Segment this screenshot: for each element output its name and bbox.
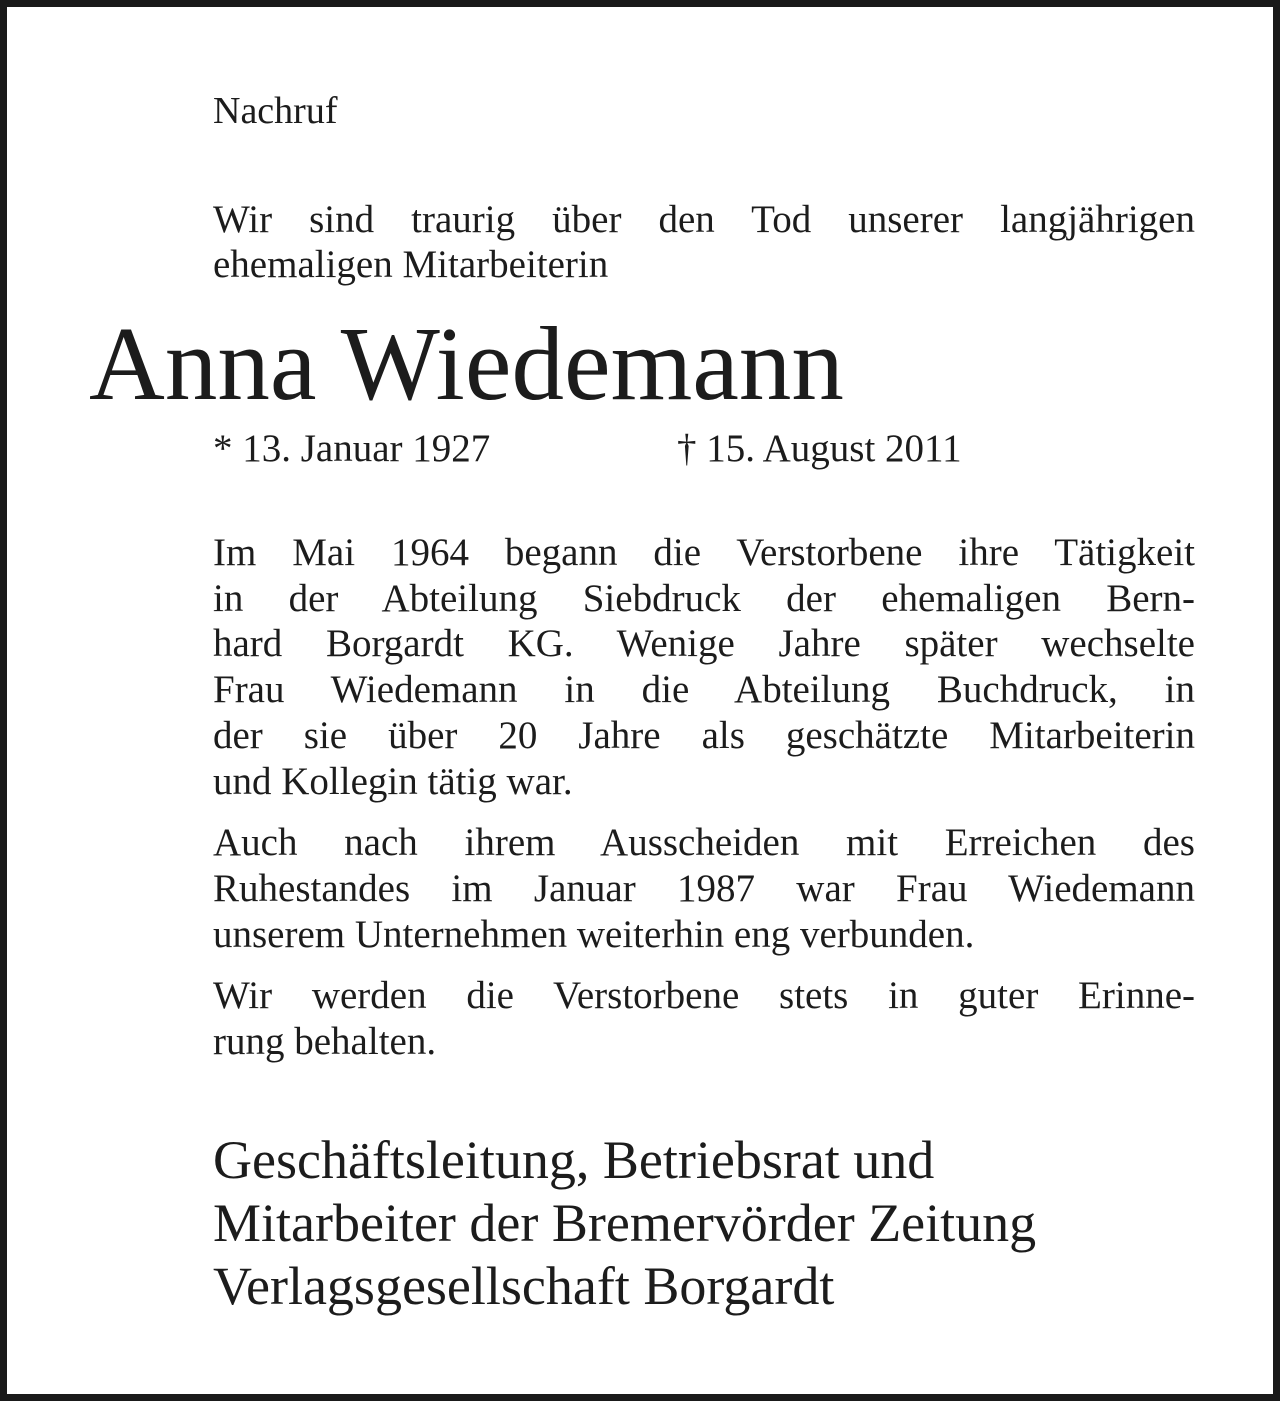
text-line: Wir werden die Verstorbene stets in guter Erinne- <box>213 974 1195 1018</box>
deceased-name: Anna Wiedemann <box>89 305 844 422</box>
signature-block <box>213 1129 1036 1318</box>
text-line: rung behalten. <box>213 1020 437 1064</box>
death-date: † 15. August 2011 <box>677 427 962 470</box>
paragraph-remembrance <box>213 973 1195 1064</box>
signature-line: Geschäftsleitung, Betriebsrat und <box>213 1130 935 1190</box>
text-line: Frau Wiedemann in die Abteilung Buchdruck, in <box>213 668 1195 712</box>
text-line: Ruhestandes im Januar 1987 war Frau Wiedemann <box>213 866 1195 910</box>
intro-line: ehemaligen Mitarbeiterin <box>213 243 609 286</box>
birth-date: * 13. Januar 1927 <box>213 427 491 470</box>
text-line: in der Abteilung Siebdruck der ehemaligen Bern- <box>213 576 1195 620</box>
text-line: hard Borgardt KG. Wenige Jahre später wechselte <box>213 622 1195 666</box>
intro-line: Wir sind traurig über den Tod unserer langjährigen <box>213 198 1195 241</box>
signature-line: Mitarbeiter der Bremervörder Zeitung <box>213 1193 1037 1253</box>
text-line: der sie über 20 Jahre als geschätzte Mitarbeiterin <box>213 713 1195 757</box>
body-text <box>213 530 1195 1081</box>
paragraph-retirement <box>213 820 1195 957</box>
text-line: unserem Unternehmen weiterhin eng verbunden. <box>213 912 975 956</box>
text-line: Auch nach ihrem Ausscheiden mit Erreichen des <box>213 821 1195 865</box>
text-line: und Kollegin tätig war. <box>213 759 573 803</box>
intro-text <box>213 197 1195 287</box>
signature-line: Verlagsgesellschaft Borgardt <box>213 1256 835 1316</box>
notice-heading: Nachruf <box>213 90 338 132</box>
paragraph-career <box>213 530 1195 804</box>
text-line: Im Mai 1964 begann die Verstorbene ihre Tätigkeit <box>213 531 1195 574</box>
